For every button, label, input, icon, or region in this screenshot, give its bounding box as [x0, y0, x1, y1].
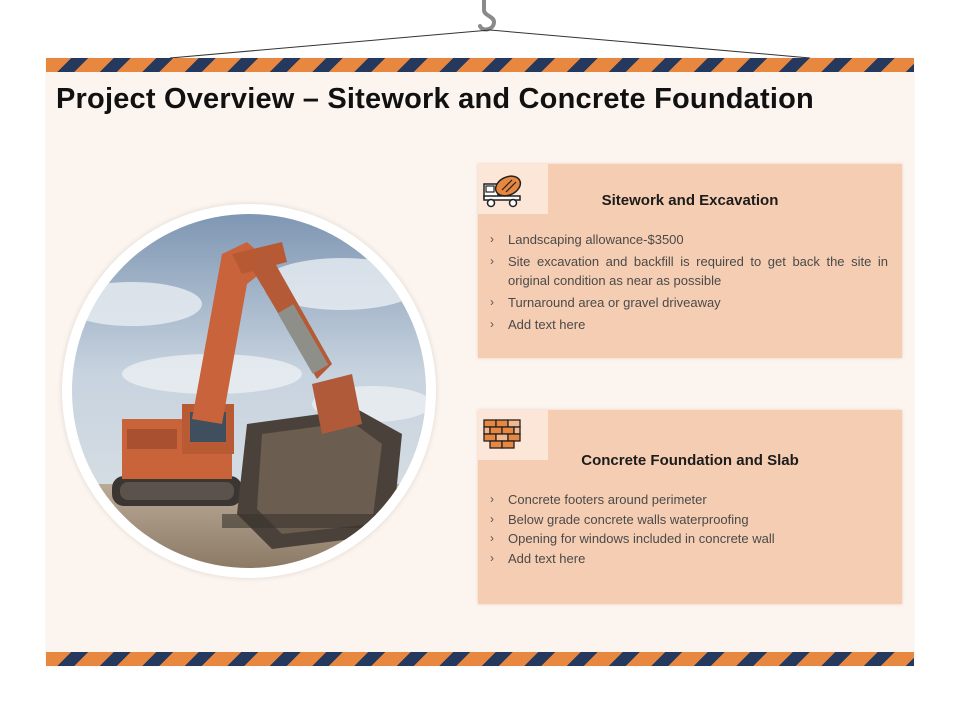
list-item	[488, 252, 888, 290]
list-item	[488, 490, 888, 509]
chevron-right-icon: ›	[490, 295, 494, 309]
card-heading: Sitework and Excavation	[601, 192, 779, 209]
bullet-text: Turnaround area or gravel driveaway	[508, 295, 721, 310]
bullet-text: Add text here	[508, 550, 586, 566]
bullet-text: Concrete footers around perimeter	[508, 492, 707, 507]
concrete-card	[478, 410, 902, 604]
list-item	[488, 510, 888, 529]
bullet-text: Site excavation and backfill is required to get back the site in original condition as near as possible	[508, 254, 888, 288]
list-item	[488, 293, 888, 312]
bullet-text: Landscaping allowance-$3500	[508, 232, 684, 247]
excavator-photo	[72, 214, 426, 568]
sitework-card	[478, 164, 902, 358]
card-heading: Concrete Foundation and Slab	[581, 452, 799, 469]
chevron-right-icon: ›	[490, 317, 494, 331]
chevron-right-icon: ›	[490, 254, 494, 268]
bullet-text: Add text here	[508, 317, 586, 332]
list-item	[488, 315, 888, 334]
list-item	[488, 529, 888, 548]
icon-box	[478, 410, 548, 460]
top-hazard-stripe	[46, 58, 914, 72]
bullet-list	[488, 490, 888, 568]
bullet-list	[488, 230, 888, 337]
slide-board	[46, 58, 914, 666]
icon-box	[478, 164, 548, 214]
chevron-right-icon: ›	[490, 511, 494, 526]
chevron-right-icon: ›	[490, 550, 494, 565]
list-item	[488, 230, 888, 249]
page-title: Project Overview – Sitework and Concrete Foundation	[56, 83, 814, 115]
bullet-text: Opening for windows included in concrete wall	[508, 531, 775, 546]
chevron-right-icon: ›	[490, 492, 494, 506]
photo-frame	[62, 204, 436, 578]
bottom-hazard-stripe	[46, 652, 914, 666]
chevron-right-icon: ›	[490, 232, 494, 246]
bullet-text: Below grade concrete walls waterproofing	[508, 511, 749, 527]
chevron-right-icon: ›	[490, 531, 494, 545]
list-item	[488, 549, 888, 568]
